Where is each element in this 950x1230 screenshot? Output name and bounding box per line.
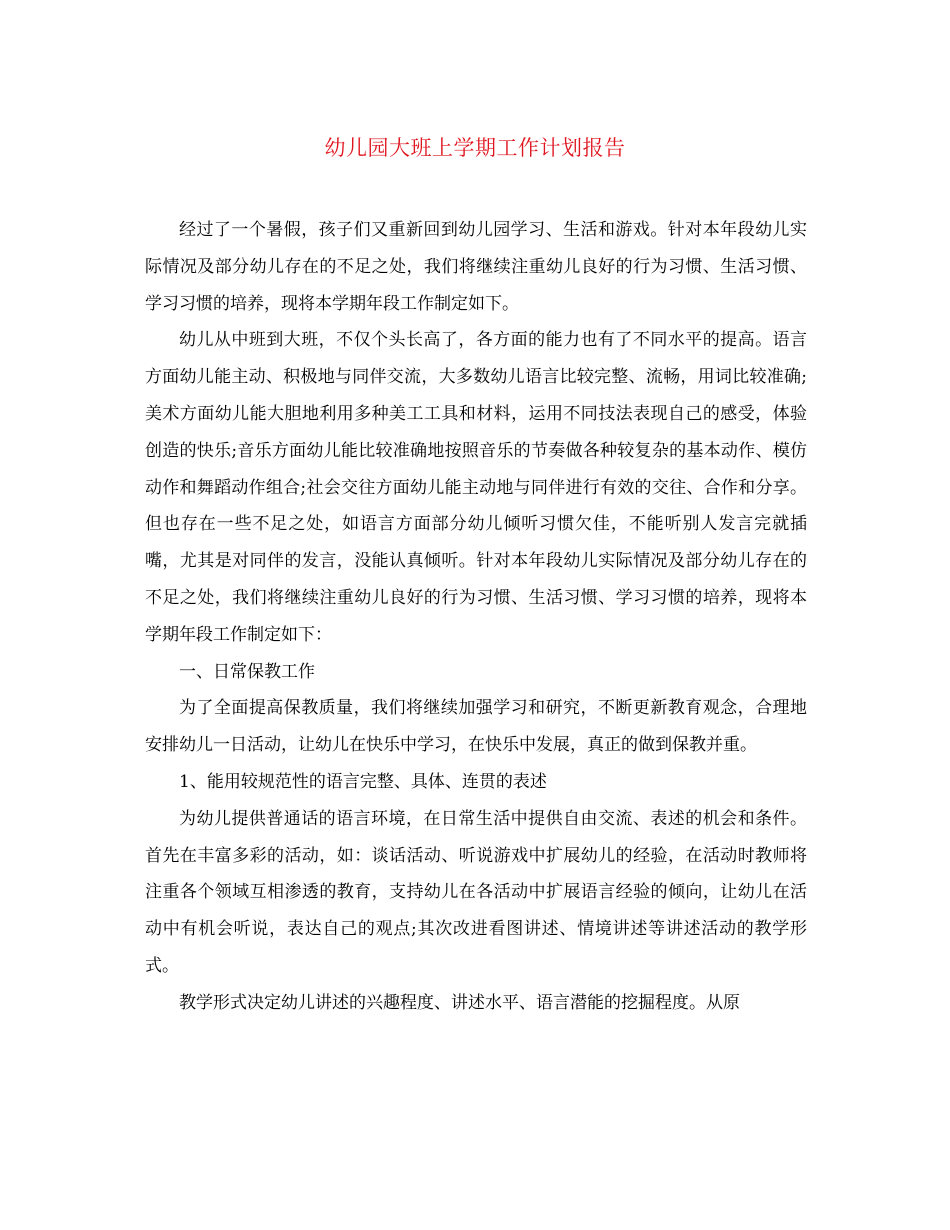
paragraph-analysis: 幼儿从中班到大班，不仅个头长高了，各方面的能力也有了不同水平的提高。语言方面幼儿能主动、积极地与同伴交流，大多数幼儿语言比较完整、流畅，用词比较准确;美术方面幼儿能大胆地利用多种美工工具和材料，运用不同技法表现自己的感受，体验创造的快乐;音乐方面幼儿能比较准确地按照音乐的节奏做各种较复杂的基本动作、模仿动作和舞蹈动作组合;社会交往方面幼儿能主动地与同伴进行有效的交往、合作和分享。但也存在一些不足之处，如语言方面部分幼儿倾听习惯欠佳，不能听别人发言完就插嘴，尤其是对同伴的发言，没能认真倾听。针对本年段幼儿实际情况及部分幼儿存在的不足之处，我们将继续注重幼儿良好的行为习惯、生活习惯、学习习惯的培养，现将本学期年段工作制定如下：: [145, 330, 807, 645]
document-title: 幼儿园大班上学期工作计划报告: [324, 136, 626, 160]
document-body: [145, 212, 807, 1022]
paragraph-intro: 经过了一个暑假，孩子们又重新回到幼儿园学习、生活和游戏。针对本年段幼儿实际情况及部分幼儿存在的不足之处，我们将继续注重幼儿良好的行为习惯、生活习惯、学习习惯的培养，现将本学期年段工作制定如下。: [145, 220, 807, 314]
section-heading-daily-care: 一、日常保教工作: [179, 661, 315, 682]
paragraph-daily-care: 为了全面提高保教质量，我们将继续加强学习和研究，不断更新教育观念，合理地安排幼儿一日活动，让幼儿在快乐中学习，在快乐中发展，真正的做到保教并重。: [145, 698, 807, 756]
paragraph-language-environment: 为幼儿提供普通话的语言环境，在日常生活中提供自由交流、表述的机会和条件。首先在丰富多彩的活动，如：谈话活动、听说游戏中扩展幼儿的经验，在活动时教师将注重各个领域互相渗透的教育，支持幼儿在各活动中扩展语言经验的倾向，让幼儿在活动中有机会听说，表达自己的观点;其次改进看图讲述、情境讲述等讲述活动的教学形式。: [145, 808, 807, 976]
subsection-heading-language: 1、能用较规范性的语言完整、具体、连贯的表述: [179, 771, 547, 792]
paragraph-teaching-form: 教学形式决定幼儿讲述的兴趣程度、讲述水平、语言潜能的挖掘程度。从原: [179, 992, 740, 1013]
